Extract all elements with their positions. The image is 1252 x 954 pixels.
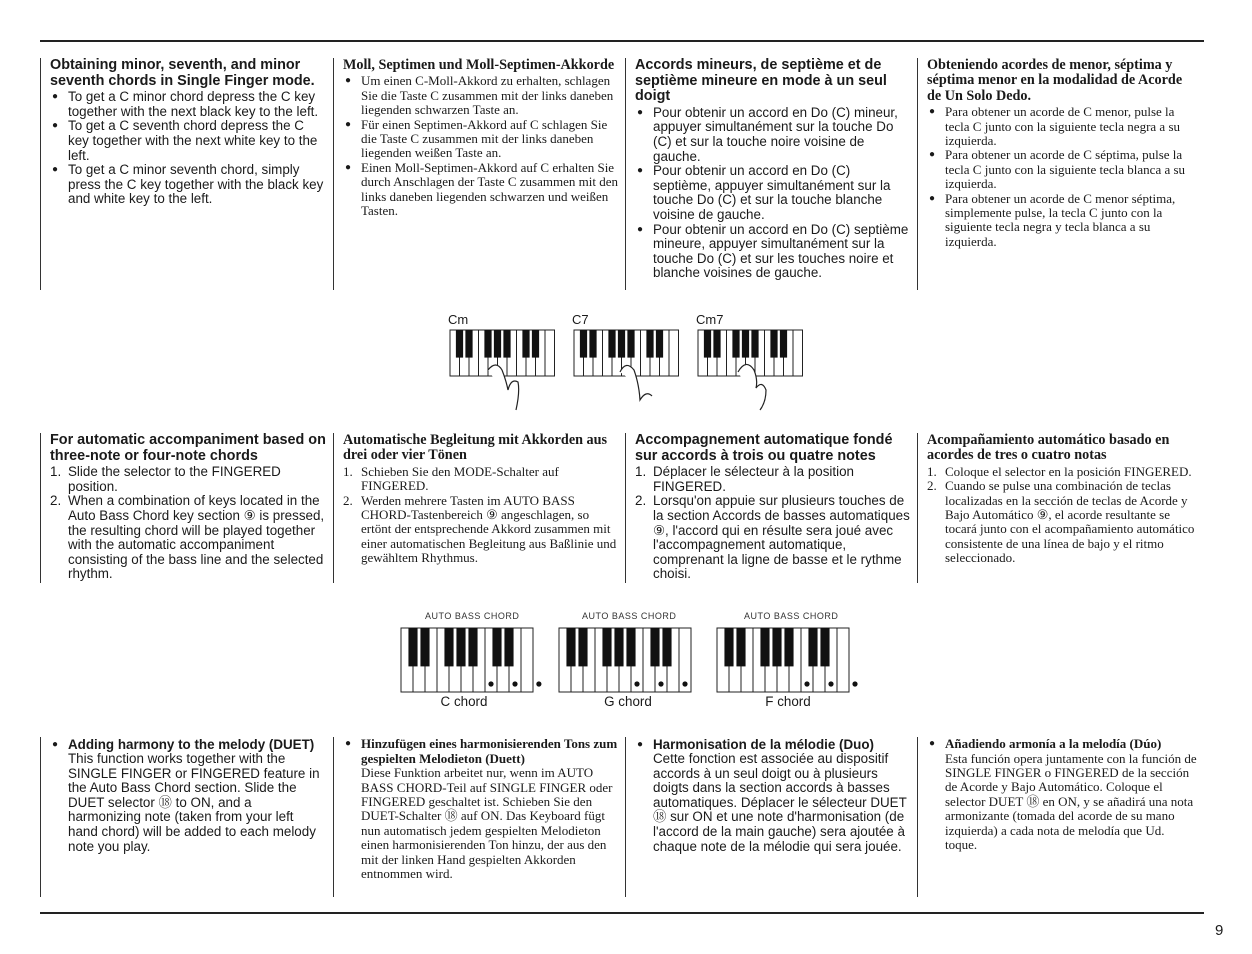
list-item: 1. Schieben Sie den MODE-Schalter auf FINGERED. xyxy=(343,463,559,494)
pressed-key-dot xyxy=(828,681,833,686)
section-heading: Obtaining minor, seventh, and minor seventh chords in Single Finger mode. xyxy=(50,57,315,89)
section-heading: Accompagnement automatique fondé sur accords à trois ou quatre notes xyxy=(635,432,893,464)
black-key xyxy=(484,330,491,358)
black-key xyxy=(589,330,596,358)
minor-col-en xyxy=(40,58,333,290)
black-key xyxy=(784,628,793,666)
black-key xyxy=(770,330,777,358)
black-key xyxy=(532,330,539,358)
auto-bass-chord-label: AUTO BASS CHORD xyxy=(744,611,839,621)
black-key xyxy=(618,330,625,358)
list-item: 2. Werden mehrere Tasten im AUTO BASS CHORD-Tastenbereich ⑨ angeschlagen, so ertönt der entsprechende Akkord zusammen mit einer automatischen Begleitung aus Baßlinie und gewähltem Rhythmus. xyxy=(343,492,617,566)
bullet-list xyxy=(635,106,911,281)
hand-chord-figure xyxy=(440,310,820,415)
black-key xyxy=(780,330,787,358)
black-key xyxy=(522,330,529,358)
black-key xyxy=(444,628,453,666)
section-heading: Accords mineurs, de septième et de septième mineure en mode à un seul doigt xyxy=(635,57,887,105)
fingered-col-fr xyxy=(625,433,917,583)
black-key xyxy=(408,628,417,666)
list-item: ● To get a C minor chord depress the C key together with the next black key to the left. xyxy=(50,90,327,119)
pressed-key-dot xyxy=(512,681,517,686)
pressed-key-dot xyxy=(682,681,687,686)
black-key xyxy=(602,628,611,666)
black-key xyxy=(494,330,501,358)
pressed-key-dot xyxy=(658,681,663,686)
section-heading: ● Adding harmony to the melody (DUET) xyxy=(50,737,327,752)
section-heading: For automatic accompaniment based on three-note or four-note chords xyxy=(50,432,326,464)
white-key xyxy=(837,628,849,692)
white-key xyxy=(545,330,555,376)
step-list xyxy=(927,465,1198,566)
bullet-list xyxy=(343,74,619,218)
black-key xyxy=(704,330,711,358)
duet-col-es xyxy=(917,737,1204,897)
bullet-list xyxy=(927,105,1198,249)
black-key xyxy=(713,330,720,358)
chord-label-cm: Cm xyxy=(448,312,469,327)
auto-bass-chord-label: AUTO BASS CHORD xyxy=(425,611,520,621)
list-item: ● To get a C seventh chord depress the C key together with the next white key to the left. xyxy=(50,119,327,163)
black-key xyxy=(808,628,817,666)
black-key xyxy=(736,628,745,666)
list-item: ● Para obtener un acorde de C menor séptima, simplemente pulse, la tecla C junto con la siguiente tecla negra y tecla blanca a su izquierda. xyxy=(927,192,1198,250)
chord-label-c7: C7 xyxy=(572,312,589,327)
black-key xyxy=(760,628,769,666)
page-number: 9 xyxy=(1215,922,1224,939)
list-item: ● Pour obtenir un accord en Do (C) mineur, appuyer simultanément sur la touche Do (C) et sur la touche noire voisine de gauche. xyxy=(635,106,911,164)
bottom-rule xyxy=(40,912,1204,914)
fingered-section xyxy=(40,433,1204,583)
black-key xyxy=(456,330,463,358)
list-item: ● Para obtener un acorde de C menor, pulse la tecla C junto con la siguiente tecla negra a su izquierda. xyxy=(927,105,1198,148)
black-key xyxy=(626,628,635,666)
hand-keyboard-drawing xyxy=(440,310,820,415)
chord-caption-c: C chord xyxy=(440,694,488,709)
black-key xyxy=(566,628,575,666)
list-item: ● Einen Moll-Septimen-Akkord auf C erhalten Sie durch Anschlagen der Taste C zusammen mit den links daneben liegenden schwarzen und weißen Tasten. xyxy=(343,161,619,219)
list-item: ● To get a C minor seventh chord, simply press the C key together with the black key and white key to the left. xyxy=(50,163,327,207)
black-key xyxy=(608,330,615,358)
section-heading: ● Harmonisation de la mélodie (Duo) xyxy=(635,737,911,752)
white-key xyxy=(521,628,533,692)
list-item: 1. Déplacer le sélecteur à la position FINGERED. xyxy=(635,464,854,494)
section-heading: Acompañamiento automático basado en acordes de tres o cuatro notas xyxy=(927,432,1170,464)
list-item: ● Für einen Septimen-Akkord auf C schlagen Sie die Taste C zusammen mit der links daneben liegenden weißen Taste an. xyxy=(343,118,619,161)
black-key xyxy=(751,330,758,358)
black-key xyxy=(468,628,477,666)
black-key xyxy=(578,628,587,666)
black-key xyxy=(656,330,663,358)
duet-section xyxy=(40,737,1204,897)
list-item: 2. Lorsqu'on appuie sur plusieurs touches de la section Accords de basses automatiques ⑨, l'accord qui en résulte sera joué avec l'accompagnement automatique, comprenant la ligne de basse et le rythme choisi. xyxy=(635,493,910,582)
bullet-list xyxy=(50,90,327,207)
black-key xyxy=(742,330,749,358)
fingered-col-es xyxy=(917,433,1204,583)
list-item: ● Para obtener un acorde de C séptima, pulse la tecla C junto con la siguiente tecla blanca a su izquierda. xyxy=(927,148,1198,191)
chord-label-cm7: Cm7 xyxy=(696,312,724,327)
black-key xyxy=(627,330,634,358)
white-key xyxy=(793,330,803,376)
black-key xyxy=(646,330,653,358)
minor-col-de xyxy=(333,58,625,290)
body-text: This function works together with the SINGLE FINGER or FINGERED feature in the Auto Bass Chord section. Slide the DUET selector ⑱ to ON, and a harmonizing note (taken from your left hand chord) will be added to each melody note you play. xyxy=(68,751,320,854)
list-item: ● Pour obtenir un accord en Do (C) septième mineure, appuyer simultanément sur la touche Do (C) et sur les touches noire et blanche voisines de gauche. xyxy=(635,223,911,281)
black-key xyxy=(504,628,513,666)
black-key xyxy=(614,628,623,666)
pressed-key-dot xyxy=(852,681,857,686)
section-heading: Moll, Septimen und Moll-Septimen-Akkorde xyxy=(343,57,615,73)
body-text: Esta función opera juntamente con la función de SINGLE FINGER o FINGERED de la sección de Acorde y Bajo Automático. Coloque el selector DUET ⑱ en ON, y se añadirá una nota armonizante (tomada del acorde de su mano izquierda) a cada nota de melodía que Ud. toque. xyxy=(945,750,1197,853)
black-key xyxy=(772,628,781,666)
black-key xyxy=(492,628,501,666)
chord-caption-f: F chord xyxy=(765,694,811,709)
black-key xyxy=(456,628,465,666)
list-item: ● Um einen C-Moll-Akkord zu erhalten, schlagen Sie die Taste C zusammen mit der links daneben liegenden schwarzen Taste an. xyxy=(343,74,619,117)
pressed-key-dot xyxy=(804,681,809,686)
body-text: Diese Funktion arbeitet nur, wenn im AUTO BASS CHORD-Teil auf SINGLE FINGER oder FINGERED geschaltet ist. Schieben Sie den DUET-Schalter ⑱ auf ON. Das Keyboard fügt nun automatisch jedem gespielten Melodieton einen harmonisierenden Ton hinzu, der aus den mit der linken Hand gespielten Akkorden entnommen wird. xyxy=(361,765,613,882)
body-text: Cette fonction est associée au dispositif accords à un seul doigt ou à plusieurs doigts dans la section accords à basses automatiques. Déplacer le sélecteur DUET ⑱ sur ON et une note d'harmonisation (de l'accord de la main gauche) sera ajoutée à chaque note de la mélodie qui sera jouée. xyxy=(653,751,907,854)
step-list xyxy=(343,465,619,566)
list-item: 1. Slide the selector to the FINGERED position. xyxy=(50,464,281,494)
black-key xyxy=(820,628,829,666)
chord-keyboard-figure xyxy=(395,608,865,713)
black-key xyxy=(650,628,659,666)
black-key xyxy=(724,628,733,666)
duet-col-de xyxy=(333,737,625,897)
chord-keyboard-drawing xyxy=(395,624,865,704)
fingered-col-de xyxy=(333,433,625,583)
section-heading: Automatische Begleitung mit Akkorden aus drei oder vier Tönen xyxy=(343,432,608,464)
pressed-key-dot xyxy=(488,681,493,686)
black-key xyxy=(465,330,472,358)
pressed-key-dot xyxy=(634,681,639,686)
pressed-key-dot xyxy=(536,681,541,686)
duet-col-fr xyxy=(625,737,917,897)
minor-chords-section xyxy=(40,58,1204,290)
minor-col-es xyxy=(917,58,1204,290)
list-item: 1. Coloque el selector en la posición FINGERED. xyxy=(927,463,1192,479)
black-key xyxy=(732,330,739,358)
duet-col-en xyxy=(40,737,333,897)
top-rule xyxy=(40,40,1204,42)
section-heading: ● Hinzufügen eines harmonisierenden Tons zum gespielten Melodieton (Duett) xyxy=(343,737,619,766)
black-key xyxy=(662,628,671,666)
list-item: 2. Cuando se pulse una combinación de teclas localizadas en la sección de teclas de Acorde y Bajo Automático ⑨, el acorde resultante se tocará junto con el acompañamiento automático consistente de una línea de bajo y el ritmo seleccionado. xyxy=(927,478,1195,566)
auto-bass-chord-label: AUTO BASS CHORD xyxy=(582,611,677,621)
step-list xyxy=(635,465,911,582)
list-item: ● Pour obtenir un accord en Do (C) septième, appuyer simultanément sur la touche Do (C) et sur la touche blanche voisine de gauche. xyxy=(635,164,911,222)
chord-caption-g: G chord xyxy=(604,694,652,709)
section-heading: ● Añadiendo armonía a la melodía (Dúo) xyxy=(927,737,1198,752)
section-heading: Obteniendo acordes de menor, séptima y séptima menor en la modalidad de Acorde de Un Solo Dedo. xyxy=(927,57,1183,104)
minor-col-fr xyxy=(625,58,917,290)
white-key xyxy=(669,330,679,376)
fingered-col-en xyxy=(40,433,333,583)
step-list xyxy=(50,465,327,582)
black-key xyxy=(503,330,510,358)
black-key xyxy=(420,628,429,666)
black-key xyxy=(580,330,587,358)
list-item: 2. When a combination of keys located in the Auto Bass Chord key section ⑨ is pressed, the resulting chord will be played together with the automatic accompaniment consisting of the bass line and the selected rhythm. xyxy=(50,493,325,582)
